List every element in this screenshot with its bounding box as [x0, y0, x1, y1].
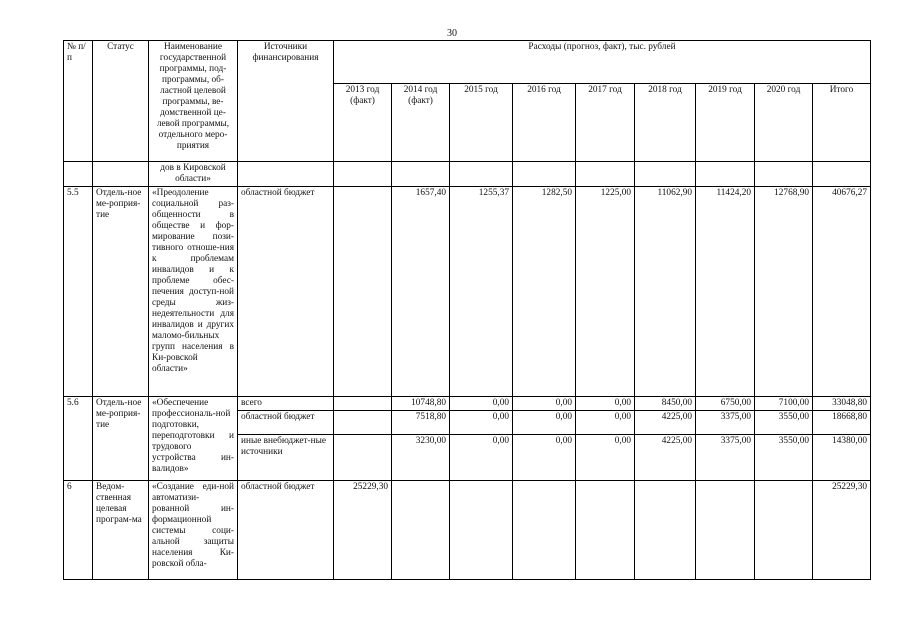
continued-row	[64, 162, 871, 187]
value-2015: 0,00	[450, 435, 513, 481]
value-2018	[635, 481, 696, 580]
row-name: «Преодоление социальной раз-общенности в обществе и фор-мирование пози-тивного отноше-ния к проблемам инвалидов и к проблеме обес-печения доступ-ной среды жиз-недеятельности для инвалидов и других маломо-бильных групп населения в Ки-ровской области»	[149, 187, 238, 397]
header-year-2018: 2018 год	[635, 84, 696, 162]
header-year-2017: 2017 год	[576, 84, 635, 162]
value-2014: 1657,40	[392, 187, 450, 397]
value-total: 25229,30	[813, 481, 871, 580]
row-num: 6	[64, 481, 93, 580]
value-2020: 3550,00	[755, 411, 813, 435]
value-2013: 25229,30	[334, 481, 392, 580]
value-2018: 4225,00	[635, 411, 696, 435]
header-status: Статус	[93, 41, 149, 162]
row-status: Отдель-ное ме-роприя-тие	[93, 187, 149, 397]
value-2016	[513, 481, 576, 580]
header-total: Итого	[813, 84, 871, 162]
row-status: Отдель-ное ме-роприя-тие	[93, 397, 149, 481]
header-year-2013: 2013 год (факт)	[334, 84, 392, 162]
row-source: областной бюджет	[238, 411, 334, 435]
value-2013	[334, 187, 392, 397]
header-year-2015: 2015 год	[450, 84, 513, 162]
value-total: 40676,27	[813, 187, 871, 397]
row-source: областной бюджет	[238, 187, 334, 397]
row-status: Ведом-ственная целевая програм-ма	[93, 481, 149, 580]
value-2018: 4225,00	[635, 435, 696, 481]
value-2019	[696, 481, 755, 580]
value-2017: 0,00	[576, 411, 635, 435]
value-2013	[334, 397, 392, 411]
header-row	[64, 41, 871, 84]
value-2018: 11062,90	[635, 187, 696, 397]
value-2020: 7100,00	[755, 397, 813, 411]
value-2019: 3375,00	[696, 411, 755, 435]
value-2015: 1255,37	[450, 187, 513, 397]
value-2020: 3550,00	[755, 435, 813, 481]
value-total: 33048,80	[813, 397, 871, 411]
value-2016: 0,00	[513, 397, 576, 411]
value-2020	[755, 481, 813, 580]
row-num: 5.5	[64, 187, 93, 397]
budget-table	[63, 40, 871, 580]
row-num: 5.6	[64, 397, 93, 481]
value-2019: 6750,00	[696, 397, 755, 411]
value-2016: 0,00	[513, 411, 576, 435]
value-2015	[450, 481, 513, 580]
value-2014: 7518,80	[392, 411, 450, 435]
value-total: 18668,80	[813, 411, 871, 435]
header-sources: Источники финансирования	[238, 41, 334, 162]
value-2014: 10748,80	[392, 397, 450, 411]
value-2016: 1282,50	[513, 187, 576, 397]
value-2015: 0,00	[450, 397, 513, 411]
header-year-2019: 2019 год	[696, 84, 755, 162]
value-total: 14380,00	[813, 435, 871, 481]
value-2014: 3230,00	[392, 435, 450, 481]
value-2020: 12768,90	[755, 187, 813, 397]
value-2013	[334, 411, 392, 435]
value-2017: 0,00	[576, 397, 635, 411]
value-2014	[392, 481, 450, 580]
header-name: Наименование государственной программы, под-программы, об-ластной целевой программы, ве-домственной це-левой программы, отдельного меро-приятия	[149, 41, 238, 162]
continued-name: дов в Кировской области»	[149, 162, 238, 187]
header-expenses: Расходы (прогноз, факт), тыс. рублей	[334, 41, 871, 84]
table-row	[64, 187, 871, 397]
value-2019: 3375,00	[696, 435, 755, 481]
value-2018: 8450,00	[635, 397, 696, 411]
row-source: областной бюджет	[238, 481, 334, 580]
header-num: № п/п	[64, 41, 93, 162]
value-2016: 0,00	[513, 435, 576, 481]
row-source: всего	[238, 397, 334, 411]
header-year-2014: 2014 год (факт)	[392, 84, 450, 162]
value-2017: 1225,00	[576, 187, 635, 397]
table-row	[64, 481, 871, 580]
value-2017	[576, 481, 635, 580]
value-2017: 0,00	[576, 435, 635, 481]
value-2015: 0,00	[450, 411, 513, 435]
value-2013	[334, 435, 392, 481]
row-name: «Создание еди-ной автоматизи-рованной ин-формационной системы соци-альной защиты населения Ки-ровской обла-	[149, 481, 238, 580]
header-year-2016: 2016 год	[513, 84, 576, 162]
page-number: 30	[447, 28, 457, 39]
header-year-2020: 2020 год	[755, 84, 813, 162]
row-source: иные внебюджет-ные источники	[238, 435, 334, 481]
row-name: «Обеспечение профессиональ-ной подготовки, переподготовки и трудового устройства ин-валидов»	[149, 397, 238, 481]
table-row	[64, 397, 871, 411]
value-2019: 11424,20	[696, 187, 755, 397]
